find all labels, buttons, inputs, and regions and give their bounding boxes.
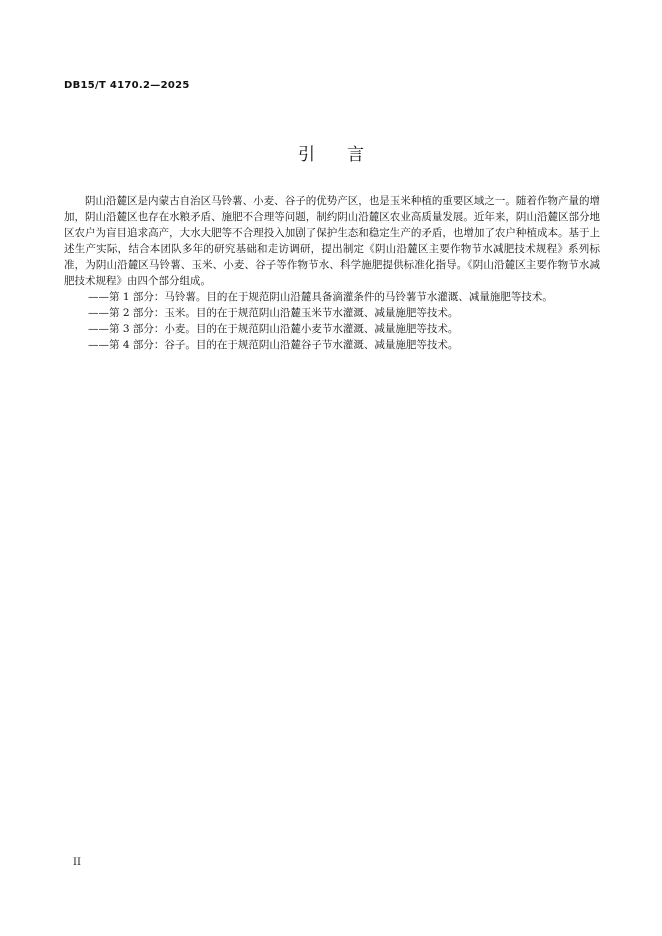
part-item: ——第 1 部分：马铃薯。目的在于规范阴山沿麓具备滴灌条件的马铃薯节水灌溉、减量施肥等技术。	[88, 291, 553, 303]
part-item: ——第 4 部分：谷子。目的在于规范阴山沿麓谷子节水灌溉、减量施肥等技术。	[88, 339, 459, 351]
part-item: ——第 2 部分：玉米。目的在于规范阴山沿麓玉米节水灌溉、减量施肥等技术。	[88, 307, 459, 319]
introduction-body	[64, 193, 600, 353]
intro-paragraph: 阴山沿麓区是内蒙古自治区马铃薯、小麦、谷子的优势产区，也是玉米种植的重要区域之一。随着作物产量的增加，阴山沿麓区也存在水粮矛盾、施肥不合理等问题，制约阴山沿麓区农业高质量发展。近年来，阴山沿麓区部分地区农户为盲目追求高产，大水大肥等不合理投入加剧了保护生态和稳定生产的矛盾，也增加了农户种植成本。基于上述生产实际，结合本团队多年的研究基础和走访调研，提出制定《阴山沿麓区主要作物节水减肥技术规程》系列标准，为阴山沿麓区马铃薯、玉米、小麦、谷子等作物节水、科学施肥提供标准化指导。《阴山沿麓区主要作物节水减肥技术规程》由四个部分组成。	[64, 195, 600, 287]
page-number: II	[73, 857, 81, 868]
document-code: DB15/T 4170.2—2025	[64, 80, 190, 91]
part-item: ——第 3 部分：小麦。目的在于规范阴山沿麓小麦节水灌溉、减量施肥等技术。	[88, 323, 459, 335]
section-title: 引言	[298, 145, 396, 165]
